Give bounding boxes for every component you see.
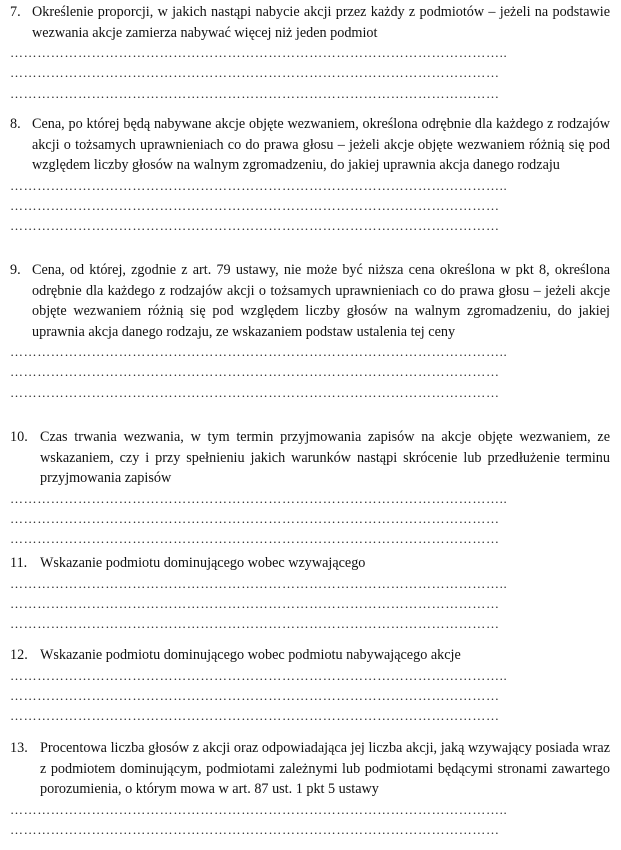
section-heading — [10, 260, 610, 342]
answer-line-1[interactable]: ……………………………………………………………………………………………….. — [10, 177, 508, 193]
answer-line-2[interactable]: ……………………………………………………………………………………………… — [10, 197, 500, 213]
section-heading — [10, 427, 610, 489]
section-10 — [10, 427, 610, 549]
section-7 — [10, 2, 610, 104]
answer-line-2[interactable]: ……………………………………………………………………………………………… — [10, 595, 500, 611]
answer-line-3[interactable]: ……………………………………………………………………………………………… — [10, 616, 500, 632]
section-12 — [10, 645, 610, 726]
section-question: Wskazanie podmiotu dominującego wobec wzywającego — [40, 555, 366, 571]
section-number: 10. — [10, 429, 28, 445]
answer-line-2[interactable]: ……………………………………………………………………………………………… — [10, 364, 500, 380]
section-question: Procentowa liczba głosów z akcji oraz odpowiadająca jej liczba akcji, jaką wzywający posiada wraz z podmiotem dominującym, podmiotami zależnymi lub podmiotami będącymi stronami zawartego porozumienia, o którym mowa w art. 87 ust. 1 pkt 5 ustawy — [40, 740, 610, 797]
section-question: Wskazanie podmiotu dominującego wobec podmiotu nabywającego akcje — [40, 647, 461, 663]
section-question: Cena, po której będą nabywane akcje objęte wezwaniem, określona odrębnie dla każdego z rodzajów akcji o tożsamych uprawnieniach co do prawa głosu – jeżeli akcje objęte wezwaniem różnią się pod względem liczby głosów na walnym zgromadzeniu, do jakiej uprawnia akcja danego rodzaju — [32, 116, 610, 173]
answer-line-2[interactable]: ……………………………………………………………………………………………… — [10, 687, 500, 703]
section-heading — [10, 114, 610, 176]
section-number: 8. — [10, 116, 21, 132]
section-8 — [10, 114, 610, 236]
answer-line-1[interactable]: ……………………………………………………………………………………………….. — [10, 490, 508, 506]
section-heading — [10, 2, 610, 43]
section-heading — [10, 645, 610, 666]
answer-line-1[interactable]: ……………………………………………………………………………………………….. — [10, 344, 508, 359]
answer-line-3[interactable]: ……………………………………………………………………………………………… — [10, 384, 500, 400]
section-heading — [10, 738, 610, 800]
answer-line-1[interactable]: ……………………………………………………………………………………………….. — [10, 667, 508, 683]
section-question: Czas trwania wezwania, w tym termin przyjmowania zapisów na akcje objęte wezwaniem, ze wskazaniem, czy i przy spełnieniu jakich warunków nastąpi skrócenie lub przedłużenie terminu przyjmowania zapisów — [40, 429, 610, 486]
answer-line-3[interactable]: ……………………………………………………………………………………………… — [10, 218, 500, 234]
section-9 — [10, 260, 610, 403]
section-number: 9. — [10, 262, 21, 278]
section-heading — [10, 553, 610, 574]
answer-line-3[interactable]: ……………………………………………………………………………………………… — [10, 85, 500, 101]
section-question: Określenie proporcji, w jakich nastąpi nabycie akcji przez każdy z podmiotów – jeżeli na podstawie wezwania akcje zamierza nabywać więcej niż jeden podmiot — [32, 4, 610, 41]
answer-line-2[interactable]: ……………………………………………………………………………………………… — [10, 821, 500, 837]
answer-line-2[interactable]: ……………………………………………………………………………………………… — [10, 65, 500, 81]
answer-line-1[interactable]: ……………………………………………………………………………………………….. — [10, 45, 508, 60]
section-question: Cena, od której, zgodnie z art. 79 ustawy, nie może być niższa cena określona w pkt 8, określona odrębnie dla każdego z rodzajów akcji o tożsamych uprawnieniach co do prawa głosu – jeżeli akcje objęte wezwaniem różnią się pod względem liczby głosów na walnym zgromadzeniu, do jakiej uprawnia akcja danego rodzaju, ze wskazaniem podstaw ustalenia tej ceny — [32, 262, 610, 340]
section-11 — [10, 553, 610, 634]
answer-line-1[interactable]: ……………………………………………………………………………………………….. — [10, 575, 508, 591]
answer-line-2[interactable]: ……………………………………………………………………………………………… — [10, 510, 500, 526]
section-number: 13. — [10, 740, 28, 756]
section-number: 7. — [10, 4, 21, 20]
section-13 — [10, 738, 610, 840]
section-number: 12. — [10, 647, 28, 663]
answer-line-1[interactable]: ……………………………………………………………………………………………….. — [10, 801, 508, 817]
answer-line-3[interactable]: ……………………………………………………………………………………………… — [10, 708, 500, 724]
section-number: 11. — [10, 555, 28, 571]
answer-line-3[interactable]: ……………………………………………………………………………………………… — [10, 531, 500, 547]
